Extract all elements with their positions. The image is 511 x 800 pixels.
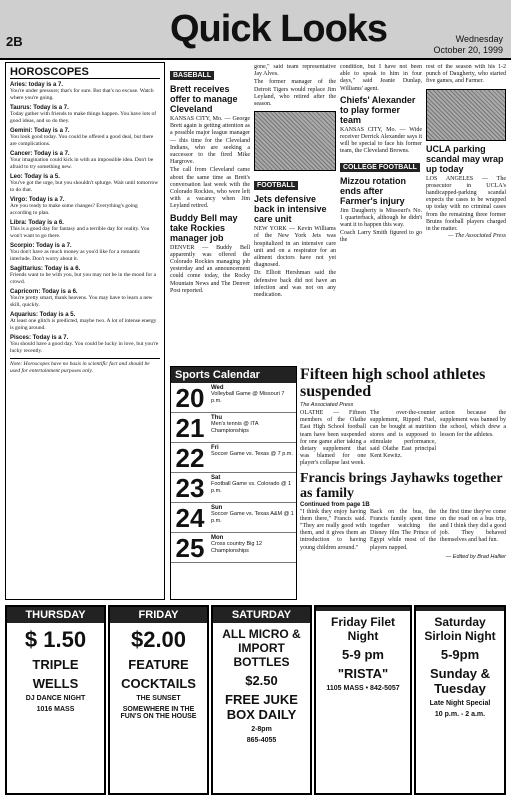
ad-day: THURSDAY (7, 607, 104, 623)
horoscope-sign (10, 128, 160, 147)
ad-l2: COCKTAILS (121, 676, 196, 691)
horoscope-sign (10, 82, 160, 101)
suspended-headline: Fifteen high school athletes suspended (300, 366, 486, 400)
issue-day: Wednesday (455, 34, 503, 44)
jets-story (254, 226, 336, 299)
sign-name: Libra: Today is a 6. (10, 220, 64, 226)
mizzou-story (340, 208, 422, 245)
horoscope-list (10, 82, 160, 354)
sports-calendar (170, 366, 297, 600)
horoscope-sign (10, 312, 160, 331)
ad-block (314, 605, 412, 795)
ad-day: SATURDAY (213, 607, 310, 623)
mizzou-p1: Jim Daugherty is Missouri's No. 1 quarterback, although he didn't want it to happen this way. (340, 207, 422, 229)
day-number: 21 (175, 413, 205, 443)
ad-l1: 5-9pm (440, 647, 480, 662)
chiefs-headline: Chiefs' Alexander to play former team (340, 94, 416, 125)
brett-story (170, 116, 250, 211)
day-event-text: Cross country Big 12 Championships (211, 541, 263, 554)
horoscopes-title: HOROSCOPES (10, 66, 160, 79)
baseball-column (170, 64, 250, 364)
ad-day: FRIDAY (110, 607, 207, 623)
ad-l1: FEATURE (128, 657, 189, 672)
ad-footer: SOMEWHERE IN THE FUN'S ON THE HOUSE (120, 706, 197, 720)
sign-text: You look good today. You could be offered a good deal, but there are complications. (10, 134, 154, 147)
mizzou-p2: Coach Larry Smith figured to go the (340, 230, 422, 244)
calendar-title: Sports Calendar (171, 367, 296, 383)
brett-p1: KANSAS CITY, Mo. — George Brett again is getting attention as a possible major league manager — this time for the Cleveland Indians, who are seeking a successor to the fired Mike Hargrove. (170, 116, 250, 166)
page-header (0, 0, 511, 60)
day-number: 20 (175, 383, 205, 413)
sign-name: Gemini: Today is a 7. (10, 128, 70, 134)
sign-text: You're pretty smart, thank heavens. You may have to learn a new skill, quickly. (10, 295, 153, 308)
ad-day (316, 607, 410, 611)
horoscope-sign (10, 105, 160, 124)
horoscope-sign (10, 220, 160, 239)
sign-name: Capricorn: Today is a 6. (10, 289, 78, 295)
weekday: Fri (211, 445, 219, 451)
weekday: Mon (211, 535, 224, 541)
sign-name: Taurus: Today is a 7. (10, 105, 69, 111)
ucla-headline: UCLA parking scandal may wrap up today (426, 143, 504, 174)
weekday: Thu (211, 415, 222, 421)
ad-l2: FREE JUKE BOX DAILY (225, 692, 298, 722)
sign-text: Are you ready to make some changes? Everything's going according to plan. (10, 203, 138, 216)
francis-col1: "I think they enjoy having them there," Francis said. "They are really good with them, and it gives them an introduction to having young children around." (300, 508, 366, 551)
jets-continued: condition, but I have not been able to speak to him in four days," said Jeanie Dunlap, Williams' agent. (340, 64, 422, 92)
section-title: Quick Looks (170, 8, 388, 50)
ad-price: $ 1.50 (24, 627, 87, 652)
day-number: 22 (175, 443, 205, 473)
suspended-col3: action because the supplement was banned by the school, which drew a lesson for the athletes. (440, 410, 506, 438)
sign-text: You've got the urge, but you shouldn't splurge. Wait until tomorrow to do that. (10, 180, 159, 193)
day-event-text: Soccer Game vs. Texas @ 7 p.m. (211, 451, 293, 457)
ad-price: Saturday Sirloin Night (424, 615, 496, 643)
day-number: 23 (175, 473, 205, 503)
francis-col3: the first time they've come on the road on a bus trip, and I think they did a good job. They behaved themselves and had fun. (440, 508, 506, 544)
sign-text: Friends want to be with you, but you may not be in the mood for a crowd. (10, 272, 157, 285)
sign-name: Pisces: Today is a 7. (10, 335, 69, 341)
francis-headline: Francis brings Jayhawks together as family (300, 470, 503, 501)
calendar-day (171, 503, 296, 533)
day-event-text: Soccer Game vs. Texas A&M @ 1 p.m. (211, 511, 294, 524)
calendar-days (171, 383, 296, 563)
ad-l1: TRIPLE (32, 657, 79, 672)
day-events (209, 413, 296, 442)
sign-name: Aquarius: Today is a 5. (10, 312, 76, 318)
day-events (209, 473, 296, 502)
ad-day (416, 607, 504, 611)
day-number: 25 (175, 533, 205, 563)
sign-text: You don't have as much money as you'd like for a romantic interlude. Don't worry about it. (10, 249, 141, 262)
sign-name: Aries: today is a 7. (10, 82, 64, 88)
bell-headline: Buddy Bell may take Rockies manager job (170, 212, 238, 243)
mizzou-continued: rest of the season with his 1-2 punch of Daugherty, who started five games, and Farmer. (426, 64, 506, 85)
calendar-day (171, 413, 296, 443)
ad-block (211, 605, 312, 795)
ad-price: ALL MICRO & IMPORT BOTTLES (222, 627, 301, 669)
francis-credit: — Edited by Brad Hallier (445, 553, 506, 560)
ad-l2: Sunday & Tuesday (430, 666, 490, 696)
weekday: Wed (211, 385, 224, 391)
sign-text: Your imagination could kick in with an impossible idea. Don't be afraid to try something new. (10, 157, 154, 170)
continued-note: Continued from page 1B (300, 501, 370, 508)
weekday: Sun (211, 505, 223, 511)
suspended-credit: The Associated Press (300, 402, 354, 408)
sign-name: Sagittarius: Today is a 6. (10, 266, 81, 272)
baseball-label: BASEBALL (170, 71, 214, 80)
sign-name: Leo: Today is a 5. (10, 174, 60, 180)
chiefs-story: KANSAS CITY, Mo. — Wide receiver Derrick Alexander says it will be special to face his former team, the Cleveland Browns. (340, 126, 422, 155)
calendar-day (171, 443, 296, 473)
horoscope-sign (10, 151, 160, 170)
horoscope-sign (10, 243, 160, 262)
ad-block (414, 605, 506, 795)
day-event-text: Volleyball Game @ Missouri 7 p.m. (211, 391, 285, 404)
jets-p1: NEW YORK — Kevin Williams of the New York Jets was hospitalized in an intensive care unit and on a respirator for an ailment doctors have not yet diagnosed. (254, 226, 336, 269)
ad-l2: WELLS (32, 676, 79, 691)
day-events (209, 443, 296, 472)
ad-footer: 1016 MASS (36, 706, 75, 713)
ad-footer: 10 p.m. - 2 a.m. (434, 711, 486, 718)
buddy-bell-photo (254, 111, 336, 171)
feature-stories (300, 366, 506, 600)
ad-footer: 1105 MASS • 842-5057 (326, 685, 400, 692)
day-number: 24 (175, 503, 205, 533)
page-number: 2B (6, 34, 23, 49)
day-events (209, 383, 296, 412)
mid-p2: The former manager of the Detroit Tigers would replace Jim Leyland, who retired after the season. (254, 79, 336, 108)
college-football-label: COLLEGE FOOTBALL (340, 163, 420, 172)
day-events (209, 503, 296, 532)
suspended-col2: The over-the-counter supplement, Ripped Fuel, can be bought at nutrition stores and is supposed to stimulate performance, said Olathe East principal Kent Kewitz. (370, 410, 436, 460)
sign-text: This is a good day for fantasy and a terrible day for reality. You won't want to go there. (10, 226, 150, 239)
francis-body (300, 509, 506, 552)
day-event-text: Men's tennis @ ITA Championships (211, 421, 259, 434)
athlete-photo (426, 89, 506, 141)
sign-text: You're under pressure; that's for sure. But that's no excuse. Watch where you're going. (10, 88, 154, 101)
ad-l3: THE SUNSET (136, 695, 181, 702)
sign-text: You should have a good day. You could be lucky in love, but you're lucky recently. (10, 341, 159, 354)
ad-l2: "RISTA" (337, 666, 389, 681)
jets-p2: Dr. Elliott Hershman said the defensive back did not have an infection and was not on any medication. (254, 270, 336, 299)
calendar-day (171, 533, 296, 563)
horoscope-sign (10, 289, 160, 308)
jets-headline: Jets defensive back in intensive care unit (254, 194, 327, 225)
horoscope-sign (10, 335, 160, 354)
sign-text: Today gather with friends to make things happen. You have lots of good ideas, and so do they. (10, 111, 157, 124)
horoscope-sign (10, 174, 160, 193)
ucla-story: LOS ANGELES — The prosecutor in UCLA's handicapped-parking scandal expects the cases to be wrapped up today with no criminal cases from the remaining three former Bruins football players charged in the matter. (426, 175, 506, 233)
ad-l3: Late Night Special (429, 700, 491, 707)
horoscope-sign (10, 197, 160, 216)
day-events (209, 533, 296, 562)
day-event-text: Football Game vs. Colorado @ 1 p.m. (211, 481, 292, 494)
brett-p2: The call from Cleveland came about the same time as Brett's conversation last week with the Colorado Rockies, who were left with a vacancy when Jim Leyland retired. (170, 167, 250, 210)
bell-story: DENVER — Buddy Bell apparently was offered the Colorado Rockies managing job yesterday and an announcement could come today, the Rocky Mountain News and The Denver Post reported. (170, 244, 250, 294)
sign-text: At least one glitch is predicted, maybe two. A lot of intense energy is going around. (10, 318, 157, 331)
suspended-body (300, 410, 506, 468)
ad-l1: $2.50 (245, 673, 278, 688)
bell-continued (254, 64, 336, 108)
weekday: Sat (211, 475, 221, 481)
right-column (340, 64, 422, 364)
middle-column (254, 64, 336, 364)
far-right-column (426, 64, 506, 364)
horoscope-sign (10, 266, 160, 285)
mizzou-headline: Mizzou rotation ends after Farmer's injury (340, 175, 406, 206)
sign-name: Virgo: Today is a 7. (10, 197, 65, 203)
ad-price: $2.00 (130, 627, 187, 652)
suspended-col1: OLATHE — Fifteen members of the Olathe East High School football team have been suspended for one game after taking a dietary supplement that was blamed for one player's collapse last week. (300, 410, 366, 467)
ad-l1: 5-9 pm (342, 647, 384, 662)
issue-date (433, 34, 503, 56)
horoscope-note: Note: Horoscopes have no basis in scientific fact and should be used for entertainment purposes only. (10, 358, 160, 374)
mid-p1: gone," said team representative Jay Alves. (254, 64, 336, 78)
sign-name: Scorpio: Today is a 7. (10, 243, 72, 249)
francis-col2: Back on the bus, the Francis family spent time together watching the Disney film The Prince of Egypt while most of the players napped. (370, 508, 436, 551)
ad-l3: DJ DANCE NIGHT (25, 695, 86, 702)
ad-l3: 2-8pm (251, 726, 272, 733)
issue-date-text: October 20, 1999 (433, 45, 503, 55)
ad-footer: 865-4055 (246, 737, 277, 744)
ad-block (108, 605, 209, 795)
calendar-day (171, 383, 296, 413)
football-label: FOOTBALL (254, 181, 298, 190)
ap-credit: — The Associated Press (448, 233, 506, 240)
brett-headline: Brett receives offer to manage Cleveland (170, 84, 238, 114)
ad-price: Friday Filet Night (330, 615, 395, 643)
calendar-day (171, 473, 296, 503)
ad-block (5, 605, 106, 795)
horoscopes-box (5, 62, 165, 600)
sign-name: Cancer: Today is a 7. (10, 151, 70, 157)
